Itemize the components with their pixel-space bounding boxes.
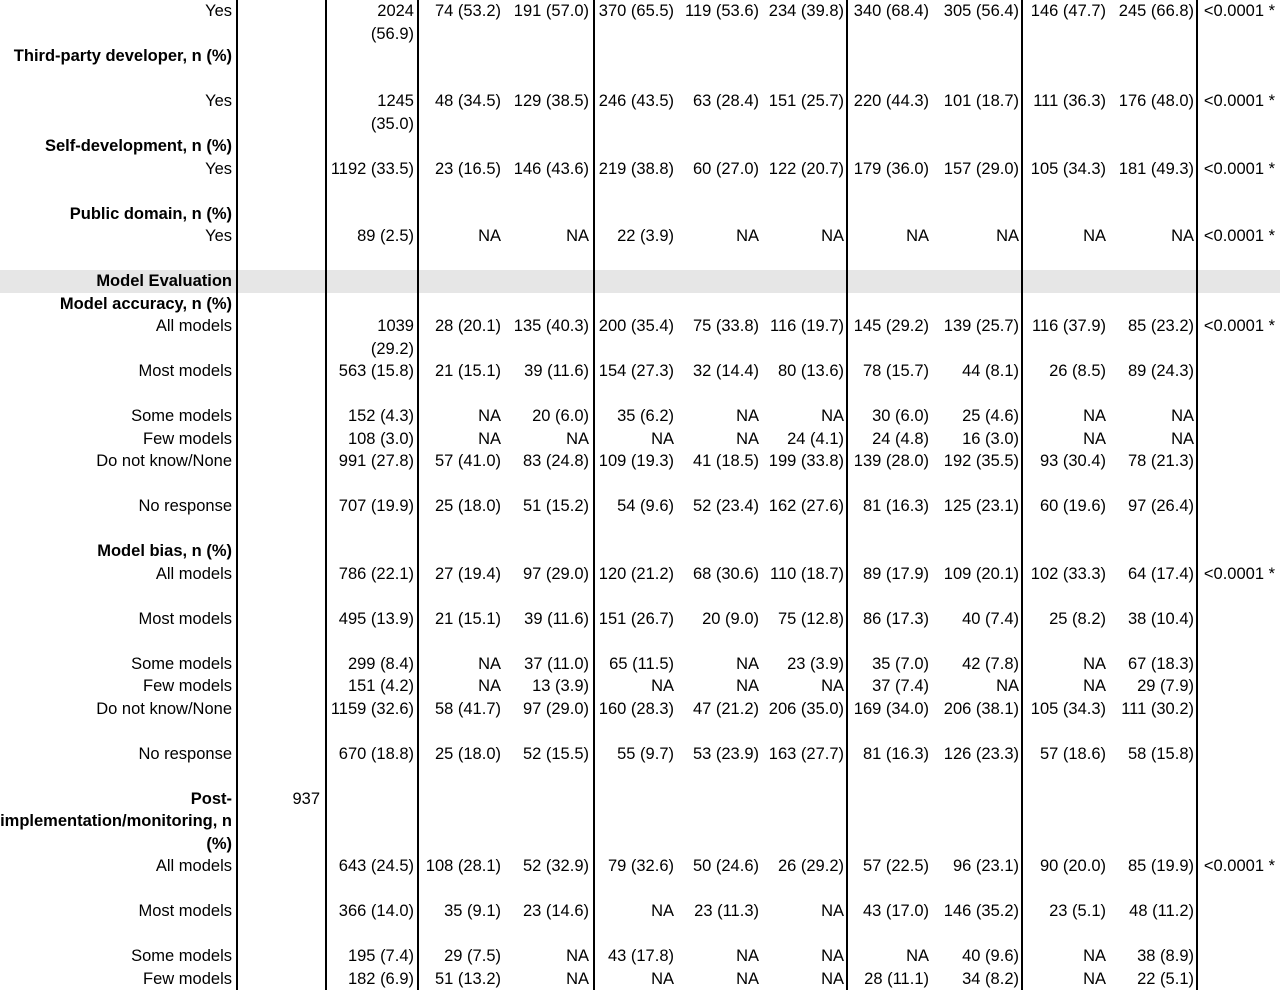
table-cell: 79 (32.6) xyxy=(607,857,674,875)
table-cell: 163 (27.7) xyxy=(768,744,844,763)
table-cell: 152 (4.3) xyxy=(347,407,414,425)
table-cell: 24 (4.8) xyxy=(872,429,929,448)
row-label: Few models xyxy=(143,677,232,695)
table-row xyxy=(0,405,1280,428)
table-cell: 1192 (33.5) xyxy=(330,159,414,178)
table-cell: 34 (8.2) xyxy=(962,969,1019,988)
table-cell: 23 (11.3) xyxy=(694,902,759,920)
table-cell: 81 (16.3) xyxy=(862,744,929,763)
table-cell: 24 (4.1) xyxy=(787,429,844,448)
table-cell: 78 (15.7) xyxy=(862,362,929,380)
table-cell: NA xyxy=(1083,227,1106,245)
table-cell: NA xyxy=(651,429,674,448)
table-cell: 129 (38.5) xyxy=(513,92,589,110)
table-cell: 195 (7.4) xyxy=(347,947,414,965)
table-cell: 340 (68.4) xyxy=(853,2,929,20)
table-cell: 60 (27.0) xyxy=(692,159,759,178)
table-cell: NA xyxy=(821,677,844,695)
table-cell: 42 (7.8) xyxy=(962,654,1019,673)
table-cell: 63 (28.4) xyxy=(692,92,759,110)
table-cell: 370 (65.5) xyxy=(598,2,674,20)
table-cell: 86 (17.3) xyxy=(862,609,929,628)
table-row xyxy=(0,315,1280,360)
table-cell: 119 (53.6) xyxy=(685,2,759,20)
table-cell: 52 (32.9) xyxy=(522,857,589,875)
table-cell: 38 (10.4) xyxy=(1127,609,1194,628)
group-header-row xyxy=(0,788,1280,856)
p-value: <0.0001 * xyxy=(1203,857,1275,875)
table-cell: NA xyxy=(1171,227,1194,245)
table-cell: 51 (13.2) xyxy=(434,969,501,988)
table-row xyxy=(0,495,1280,540)
table-cell: 23 (16.5) xyxy=(434,159,501,178)
table-cell: 495 (13.9) xyxy=(338,609,414,628)
table-cell: 89 (17.9) xyxy=(862,564,929,583)
table-cell: 179 (36.0) xyxy=(853,159,929,178)
table-cell: 151 (25.7) xyxy=(768,92,844,110)
section-row xyxy=(0,270,1280,293)
table-cell: NA xyxy=(1171,429,1194,448)
table-cell: 29 (7.9) xyxy=(1137,677,1194,695)
table-cell: 55 (9.7) xyxy=(617,744,674,763)
table-cell: NA xyxy=(821,227,844,245)
table-cell: NA xyxy=(906,227,929,245)
table-cell: NA xyxy=(1083,969,1106,988)
table-cell: NA xyxy=(651,969,674,988)
table-cell: NA xyxy=(478,407,501,425)
table-cell: 60 (19.6) xyxy=(1039,497,1106,515)
table-cell: 111 (36.3) xyxy=(1033,92,1106,110)
table-cell: 81 (16.3) xyxy=(862,497,929,515)
table-cell: 97 (26.4) xyxy=(1127,497,1194,515)
table-cell: 65 (11.5) xyxy=(609,654,674,673)
table-row xyxy=(0,428,1280,451)
table-cell: NA xyxy=(821,902,844,920)
table-cell: 154 (27.3) xyxy=(598,362,674,380)
table-cell: 110 (18.7) xyxy=(770,564,844,583)
table-cell: 23 (14.6) xyxy=(522,902,589,920)
table-cell: 93 (30.4) xyxy=(1039,452,1106,470)
table-cell: 206 (38.1) xyxy=(943,699,1019,718)
table-cell: 192 (35.5) xyxy=(943,452,1019,470)
column-divider xyxy=(325,0,327,990)
table-cell: 35 (9.1) xyxy=(444,902,501,920)
table-cell: 146 (35.2) xyxy=(943,902,1019,920)
table-cell: 29 (7.5) xyxy=(444,947,501,965)
table-cell: 37 (11.0) xyxy=(524,654,589,673)
table-cell: 23 (3.9) xyxy=(787,654,844,673)
table-cell: 32 (14.4) xyxy=(692,362,759,380)
table-cell: 122 (20.7) xyxy=(768,159,844,178)
table-cell: 151 (26.7) xyxy=(598,609,674,628)
table-cell: 105 (34.3) xyxy=(1030,699,1106,718)
row-label: Model accuracy, n (%) xyxy=(59,294,232,313)
table-cell: 25 (8.2) xyxy=(1049,609,1106,628)
row-label: Some models xyxy=(131,947,232,965)
table-cell: NA xyxy=(736,677,759,695)
table-cell: NA xyxy=(478,227,501,245)
table-cell: NA xyxy=(736,227,759,245)
row-label: Third-party developer, n (%) xyxy=(13,47,232,65)
table-cell: 146 (47.7) xyxy=(1030,2,1106,20)
table-cell: 146 (43.6) xyxy=(513,159,589,178)
table-cell: NA xyxy=(1083,407,1106,425)
column-divider xyxy=(1196,0,1198,990)
table-cell: 52 (15.5) xyxy=(522,744,589,763)
column-divider xyxy=(417,0,419,990)
table-cell: 58 (15.8) xyxy=(1127,744,1194,763)
table-cell: 200 (35.4) xyxy=(598,317,674,335)
table-cell: 16 (3.0) xyxy=(962,429,1019,448)
table-cell: 58 (41.7) xyxy=(434,699,501,718)
table-cell: NA xyxy=(566,969,589,988)
table-row xyxy=(0,900,1280,945)
p-value: <0.0001 * xyxy=(1203,92,1275,110)
table-cell: 139 (25.7) xyxy=(943,317,1019,335)
row-label: Few models xyxy=(143,969,232,988)
group-header-row xyxy=(0,540,1280,563)
table-cell: 160 (28.3) xyxy=(598,699,674,718)
table-cell: 182 (6.9) xyxy=(347,969,414,988)
table-row xyxy=(0,968,1280,990)
table-row xyxy=(0,90,1280,135)
table-cell: NA xyxy=(566,429,589,448)
row-label: Public domain, n (%) xyxy=(69,204,232,223)
table-cell: 22 (5.1) xyxy=(1137,969,1194,988)
row-label: No response xyxy=(138,497,232,515)
table-cell: 85 (23.2) xyxy=(1127,317,1194,335)
row-label: Yes xyxy=(205,227,232,245)
table-cell: 786 (22.1) xyxy=(338,564,414,583)
table-cell: 1159 (32.6) xyxy=(330,699,414,718)
row-label: All models xyxy=(155,857,232,875)
table-cell: 25 (18.0) xyxy=(434,497,501,515)
table-cell: 47 (21.2) xyxy=(692,699,759,718)
p-value: <0.0001 * xyxy=(1203,159,1275,178)
table-cell: 234 (39.8) xyxy=(768,2,844,20)
table-cell: 90 (20.0) xyxy=(1039,857,1106,875)
table-cell: 38 (8.9) xyxy=(1137,947,1194,965)
table-cell: 64 (17.4) xyxy=(1127,564,1194,583)
table-row xyxy=(0,743,1280,788)
table-cell: NA xyxy=(736,429,759,448)
table-cell: 57 (18.6) xyxy=(1039,744,1106,763)
table-cell: 51 (15.2) xyxy=(522,497,589,515)
table-cell: 89 (24.3) xyxy=(1127,362,1194,380)
table-cell: 139 (28.0) xyxy=(853,452,929,470)
table-cell: 25 (4.6) xyxy=(962,407,1019,425)
table-cell: NA xyxy=(821,969,844,988)
table-cell: 75 (12.8) xyxy=(777,609,844,628)
table-cell: 50 (24.6) xyxy=(692,857,759,875)
table-cell: 108 (28.1) xyxy=(425,857,501,875)
table-cell: 991 (27.8) xyxy=(338,452,414,470)
table-cell: 41 (18.5) xyxy=(692,452,759,470)
row-label: Do not know/None xyxy=(96,452,232,470)
row-label: Most models xyxy=(138,609,232,628)
table-cell: NA xyxy=(736,947,759,965)
row-label: All models xyxy=(155,317,232,335)
table-cell: 25 (18.0) xyxy=(434,744,501,763)
p-value: <0.0001 * xyxy=(1203,227,1275,245)
table-cell: NA xyxy=(1083,677,1106,695)
column-divider xyxy=(593,0,595,990)
table-cell: 206 (35.0) xyxy=(768,699,844,718)
row-label: All models xyxy=(155,564,232,583)
table-row xyxy=(0,0,1280,45)
table-row xyxy=(0,608,1280,653)
table-cell: 145 (29.2) xyxy=(853,317,929,335)
table-cell: 43 (17.0) xyxy=(862,902,929,920)
table-cell: 48 (34.5) xyxy=(434,92,501,110)
table-cell: 30 (6.0) xyxy=(872,407,929,425)
table-cell: 85 (19.9) xyxy=(1127,857,1194,875)
table-cell: 39 (11.6) xyxy=(524,362,589,380)
table-cell: 305 (56.4) xyxy=(943,2,1019,20)
table-cell: NA xyxy=(478,677,501,695)
table-cell: 57 (22.5) xyxy=(862,857,929,875)
table-cell: 116 (19.7) xyxy=(770,317,844,335)
table-row xyxy=(0,563,1280,608)
table-cell: NA xyxy=(1083,429,1106,448)
row-label: Some models xyxy=(131,407,232,425)
table-cell: 53 (23.9) xyxy=(692,744,759,763)
table-cell: 27 (19.4) xyxy=(434,564,501,583)
table-cell: NA xyxy=(651,902,674,920)
group-header-row xyxy=(0,203,1280,226)
row-label: Yes xyxy=(205,2,232,20)
table-cell: 109 (19.3) xyxy=(598,452,674,470)
table-cell: 26 (29.2) xyxy=(777,857,844,875)
table-cell: 23 (5.1) xyxy=(1049,902,1106,920)
table-cell: NA xyxy=(1083,654,1106,673)
table-cell: 21 (15.1) xyxy=(434,609,501,628)
table-cell: 108 (3.0) xyxy=(347,429,414,448)
table-cell: 75 (33.8) xyxy=(692,317,759,335)
table-cell: 78 (21.3) xyxy=(1127,452,1194,470)
table-cell: 89 (2.5) xyxy=(357,227,414,245)
table-cell: NA xyxy=(1171,407,1194,425)
table-row xyxy=(0,225,1280,270)
table-cell: 13 (3.9) xyxy=(532,677,589,695)
column-divider xyxy=(1021,0,1023,990)
table-cell: 162 (27.6) xyxy=(768,497,844,515)
table-row xyxy=(0,855,1280,900)
table-cell: NA xyxy=(906,947,929,965)
table-cell: 97 (29.0) xyxy=(522,564,589,583)
table-cell: 125 (23.1) xyxy=(943,497,1019,515)
table-cell: 37 (7.4) xyxy=(872,677,929,695)
table-cell: 20 (9.0) xyxy=(702,609,759,628)
table-row xyxy=(0,158,1280,203)
row-label: Self-development, n (%) xyxy=(44,137,232,155)
table-cell: 97 (29.0) xyxy=(522,699,589,718)
row-label: Yes xyxy=(205,159,232,178)
table-cell: 219 (38.8) xyxy=(598,159,674,178)
table-cell: 83 (24.8) xyxy=(522,452,589,470)
table-cell: 111 (30.2) xyxy=(1121,699,1194,718)
table-cell: NA xyxy=(478,429,501,448)
table-cell: 643 (24.5) xyxy=(338,857,414,875)
table-cell: 44 (8.1) xyxy=(962,362,1019,380)
p-value: <0.0001 * xyxy=(1203,317,1275,335)
table-cell: 40 (7.4) xyxy=(962,609,1019,628)
table-cell: 220 (44.3) xyxy=(853,92,929,110)
table-cell: 109 (20.1) xyxy=(943,564,1019,583)
table-cell: 67 (18.3) xyxy=(1127,654,1194,673)
row-label: Most models xyxy=(138,362,232,380)
table-cell: 48 (11.2) xyxy=(1129,902,1194,920)
table-cell: NA xyxy=(736,407,759,425)
table-cell: 68 (30.6) xyxy=(692,564,759,583)
table-cell: NA xyxy=(821,947,844,965)
table-cell: 80 (13.6) xyxy=(777,362,844,380)
table-cell: 299 (8.4) xyxy=(347,654,414,673)
group-header-row xyxy=(0,135,1280,158)
table-cell: NA xyxy=(996,677,1019,695)
table-cell: 1245 (35.0) xyxy=(370,92,414,133)
table-cell: 20 (6.0) xyxy=(532,407,589,425)
table-cell: 191 (57.0) xyxy=(513,2,589,20)
table-cell: NA xyxy=(821,407,844,425)
group-header-row xyxy=(0,45,1280,90)
table-cell: NA xyxy=(996,227,1019,245)
table-cell: 120 (21.2) xyxy=(598,564,674,583)
column-divider xyxy=(236,0,238,990)
table-cell: NA xyxy=(478,654,501,673)
table-cell: 74 (53.2) xyxy=(434,2,501,20)
table-cell: 1039 (29.2) xyxy=(370,317,414,358)
n-value: 937 xyxy=(292,789,320,808)
p-value: <0.0001 * xyxy=(1203,2,1275,20)
table-cell: 54 (9.6) xyxy=(617,497,674,515)
row-label: Do not know/None xyxy=(96,699,232,718)
row-label: Few models xyxy=(143,429,232,448)
table-row xyxy=(0,698,1280,743)
table-row xyxy=(0,945,1280,968)
table-row xyxy=(0,450,1280,495)
group-header-row xyxy=(0,293,1280,316)
table-cell: 176 (48.0) xyxy=(1118,92,1194,110)
table-cell: 96 (23.1) xyxy=(952,857,1019,875)
table-cell: 52 (23.4) xyxy=(692,497,759,515)
table-cell: 35 (6.2) xyxy=(617,407,674,425)
table-cell: 22 (3.9) xyxy=(617,227,674,245)
table-cell: 35 (7.0) xyxy=(872,654,929,673)
table-cell: 169 (34.0) xyxy=(853,699,929,718)
table-cell: 181 (49.3) xyxy=(1118,159,1194,178)
table-cell: 2024 (56.9) xyxy=(370,2,414,43)
table-cell: 102 (33.3) xyxy=(1030,564,1106,583)
table-row xyxy=(0,675,1280,698)
table-cell: NA xyxy=(736,654,759,673)
table-cell: 199 (33.8) xyxy=(768,452,844,470)
table-cell: 157 (29.0) xyxy=(943,159,1019,178)
table-cell: 246 (43.5) xyxy=(598,92,674,110)
table-cell: 40 (9.6) xyxy=(962,947,1019,965)
table-cell: 43 (17.8) xyxy=(607,947,674,965)
table-cell: 26 (8.5) xyxy=(1049,362,1106,380)
table-cell: 57 (41.0) xyxy=(434,452,501,470)
row-label: No response xyxy=(138,744,232,763)
table-cell: 707 (19.9) xyxy=(338,497,414,515)
table-cell: 105 (34.3) xyxy=(1030,159,1106,178)
table-cell: NA xyxy=(1083,947,1106,965)
table-cell: 28 (11.1) xyxy=(864,969,929,988)
table-cell: 39 (11.6) xyxy=(524,609,589,628)
row-label: Model Evaluation xyxy=(96,272,232,290)
table-cell: 245 (66.8) xyxy=(1118,2,1194,20)
table-cell: 126 (23.3) xyxy=(943,744,1019,763)
table-cell: 28 (20.1) xyxy=(434,317,501,335)
table-cell: 135 (40.3) xyxy=(513,317,589,335)
row-label: Post-implementation/monitoring, n (%) xyxy=(0,789,232,853)
row-label: Yes xyxy=(205,92,232,110)
table-cell: NA xyxy=(566,947,589,965)
table-row xyxy=(0,653,1280,676)
table-cell: NA xyxy=(651,677,674,695)
table-cell: 670 (18.8) xyxy=(338,744,414,763)
table-row xyxy=(0,360,1280,405)
table-cell: 116 (37.9) xyxy=(1032,317,1106,335)
column-divider xyxy=(846,0,848,990)
table-cell: NA xyxy=(566,227,589,245)
table-cell: 21 (15.1) xyxy=(434,362,501,380)
p-value: <0.0001 * xyxy=(1203,564,1275,583)
row-label: Some models xyxy=(131,654,232,673)
table-cell: 151 (4.2) xyxy=(347,677,414,695)
table-cell: 101 (18.7) xyxy=(943,92,1019,110)
row-label: Model bias, n (%) xyxy=(97,542,232,560)
table-cell: 366 (14.0) xyxy=(338,902,414,920)
table-cell: 563 (15.8) xyxy=(338,362,414,380)
table-cell: NA xyxy=(736,969,759,988)
row-label: Most models xyxy=(138,902,232,920)
